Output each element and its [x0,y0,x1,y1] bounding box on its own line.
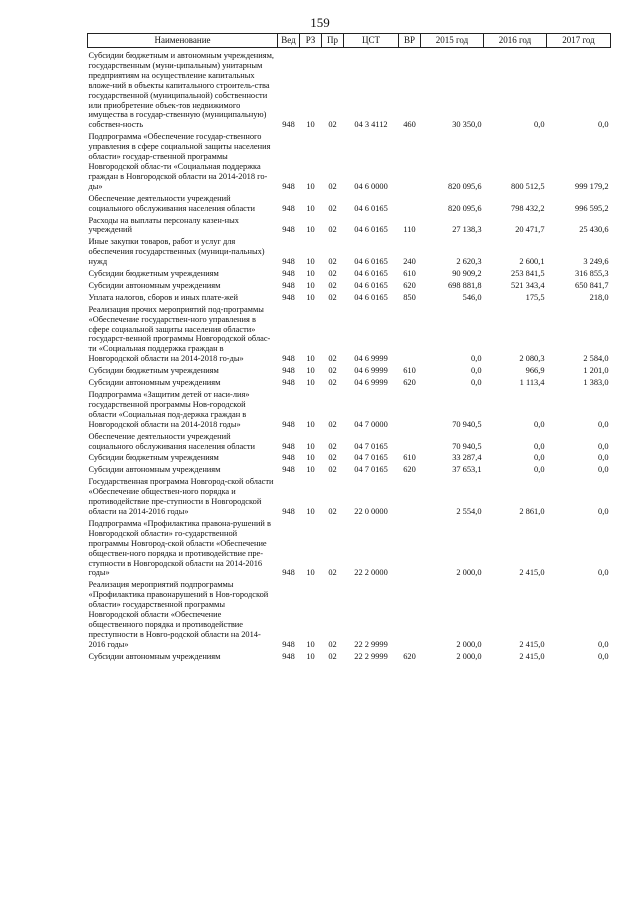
row-ved: 948 [282,203,295,213]
row-name: Субсидии автономным учреждениям [88,280,221,290]
row-rz: 10 [306,120,315,130]
row-rz: 10 [306,257,315,267]
row-rz: 10 [306,568,315,578]
row-rz: 10 [306,465,315,475]
row-name: Субсидии автономным учреждениям [88,378,221,388]
row-rz: 10 [306,269,315,279]
row-cst: 04 6 0000 [354,181,388,191]
row-rz: 10 [306,378,315,388]
table-row [88,281,611,293]
row-cst: 04 6 0165 [354,292,388,302]
row-ved: 948 [282,465,295,475]
row-cst: 22 0 0000 [354,506,388,516]
budget-table [87,33,611,664]
row-pr: 02 [328,568,337,578]
row-rz: 10 [306,203,315,213]
row-2017: 0,0 [598,441,609,451]
row-2015: 820 095,6 [448,203,482,213]
row-pr: 02 [328,203,337,213]
header-rz: РЗ [300,34,322,48]
row-2017: 0,0 [598,639,609,649]
row-cst: 04 6 9999 [354,366,388,376]
table-row [88,293,611,305]
row-2017: 3 249,6 [583,257,609,267]
row-2015: 0,0 [471,366,482,376]
row-2016: 0,0 [534,453,545,463]
row-vr [399,390,421,432]
row-vr [399,580,421,651]
row-ved: 948 [282,419,295,429]
row-ved: 948 [282,378,295,388]
row-ved: 948 [282,366,295,376]
row-name: Уплата налогов, сборов и иных плате-жей [88,292,238,302]
row-2016: 966,9 [525,366,545,376]
table-row [88,378,611,390]
header-2017: 2017 год [547,34,611,48]
row-ved: 948 [282,568,295,578]
row-cst: 04 6 0165 [354,203,388,213]
row-pr: 02 [328,366,337,376]
row-rz: 10 [306,639,315,649]
row-pr: 02 [328,181,337,191]
table-row [88,366,611,378]
row-2016: 2 415,0 [519,568,545,578]
header-ved: Вед [278,34,300,48]
table-row [88,580,611,651]
row-rz: 10 [306,280,315,290]
row-name: Иные закупки товаров, работ и услуг для обеспечения государственных (муници-пальных) нужд [88,237,265,267]
row-2016: 2 080,3 [519,354,545,364]
row-cst: 04 7 0165 [354,453,388,463]
row-rz: 10 [306,366,315,376]
row-ved: 948 [282,120,295,130]
row-2016: 0,0 [534,419,545,429]
row-2016: 798 432,2 [511,203,545,213]
header-cst: ЦСТ [344,34,399,48]
row-2017: 996 595,2 [575,203,609,213]
row-vr: 240 [403,257,416,267]
header-name: Наименование [88,34,278,48]
row-2016: 20 471,7 [515,225,545,235]
row-ved: 948 [282,651,295,661]
row-pr: 02 [328,651,337,661]
row-2017: 0,0 [598,120,609,130]
row-name: Государственная программа Новгород-ской области «Обеспечение обществен-ного порядка и противодействие пре-ступности в Новгородской области на 2014-2016 годы» [88,477,274,516]
row-2015: 698 881,8 [448,280,482,290]
row-name: Обеспечение деятельности учреждений социального обслуживания населения области [88,193,256,213]
row-2016: 800 512,5 [511,181,545,191]
row-name: Подпрограмма «Защитим детей от наси-лия» государственной программы Нов-городской области «Социальная под-держка граждан в Новгородской области на 2014-2018 годы» [88,390,250,429]
row-2016: 0,0 [534,465,545,475]
row-2017: 999 179,2 [575,181,609,191]
row-cst: 22 2 9999 [354,651,388,661]
row-name: Субсидии бюджетным учреждениям [88,453,219,463]
row-2017: 2 584,0 [583,354,609,364]
row-2016: 253 841,5 [511,269,545,279]
row-cst: 04 6 0165 [354,280,388,290]
row-2017: 0,0 [598,453,609,463]
row-2017: 25 430,6 [579,225,609,235]
row-pr: 02 [328,378,337,388]
table-row [88,216,611,238]
table-row [88,194,611,216]
row-rz: 10 [306,181,315,191]
row-ved: 948 [282,639,295,649]
row-2015: 2 620,3 [456,257,482,267]
header-vr: ВР [399,34,421,48]
row-pr: 02 [328,292,337,302]
row-2016: 1 113,4 [519,378,545,388]
row-2015: 820 095,6 [448,181,482,191]
row-vr [399,305,421,366]
row-name: Субсидии бюджетным и автономным учреждениям, государственным (муни-ципальным) унитарным предприятиям на осуществление капитальных вложе-ний в объекты капитального строитель-ства государственной (муниципальной) собственности или приобретение объек-тов недвижимого имущества в государ-ственную (муниципальную) собствен-ность [88,51,275,130]
row-rz: 10 [306,651,315,661]
row-cst: 04 7 0000 [354,419,388,429]
row-rz: 10 [306,419,315,429]
page-number: 159 [310,15,330,30]
row-pr: 02 [328,120,337,130]
row-ved: 948 [282,280,295,290]
row-cst: 04 6 0165 [354,225,388,235]
row-pr: 02 [328,441,337,451]
row-pr: 02 [328,269,337,279]
row-name: Субсидии автономным учреждениям [88,465,221,475]
row-cst: 04 7 0165 [354,465,388,475]
table-body [88,48,611,664]
row-cst: 22 2 9999 [354,639,388,649]
row-pr: 02 [328,419,337,429]
row-2015: 33 287,4 [452,453,482,463]
row-2015: 70 940,5 [452,419,482,429]
row-vr: 620 [403,651,416,661]
row-rz: 10 [306,506,315,516]
row-vr: 610 [403,269,416,279]
row-2017: 650 841,7 [575,280,609,290]
table-row [88,269,611,281]
row-2016: 2 861,0 [519,506,545,516]
row-vr: 620 [403,465,416,475]
row-pr: 02 [328,453,337,463]
row-ved: 948 [282,441,295,451]
row-ved: 948 [282,506,295,516]
row-rz: 10 [306,354,315,364]
row-name: Подпрограмма «Обеспечение государ-ственного управления в сфере социальной защиты населения области» государ-ственной программы Новгородской облас-ти «Социальная поддержка граждан в Новгородской области на 2014-2018 го-ды» [88,132,271,191]
row-2015: 90 909,2 [452,269,482,279]
table-row [88,652,611,664]
row-vr [399,194,421,216]
table-row [88,519,611,580]
row-rz: 10 [306,225,315,235]
header-pr: Пр [322,34,344,48]
table-row [88,390,611,432]
table-row [88,453,611,465]
row-ved: 948 [282,257,295,267]
row-2015: 546,0 [462,292,482,302]
row-name: Субсидии бюджетным учреждениям [88,366,219,376]
row-2016: 0,0 [534,441,545,451]
row-2015: 2 000,0 [456,568,482,578]
row-rz: 10 [306,292,315,302]
header-2016: 2016 год [484,34,547,48]
row-2016: 2 415,0 [519,651,545,661]
row-ved: 948 [282,453,295,463]
table-row [88,465,611,477]
table-row [88,477,611,519]
row-pr: 02 [328,639,337,649]
row-2016: 2 415,0 [519,639,545,649]
row-ved: 948 [282,181,295,191]
row-cst: 04 7 0165 [354,441,388,451]
row-vr [399,132,421,193]
row-cst: 04 3 4112 [354,120,388,130]
table-row [88,305,611,366]
row-vr: 620 [403,378,416,388]
row-2015: 0,0 [471,354,482,364]
row-rz: 10 [306,441,315,451]
row-cst: 22 2 0000 [354,568,388,578]
row-vr [399,477,421,519]
row-2017: 316 855,3 [575,269,609,279]
row-vr [399,432,421,454]
row-rz: 10 [306,453,315,463]
row-ved: 948 [282,269,295,279]
row-2015: 2 000,0 [456,639,482,649]
row-ved: 948 [282,354,295,364]
table-row [88,132,611,193]
row-vr: 460 [403,120,416,130]
row-2016: 521 343,4 [511,280,545,290]
row-vr: 850 [403,292,416,302]
row-pr: 02 [328,354,337,364]
row-2015: 30 350,0 [452,120,482,130]
row-cst: 04 6 9999 [354,354,388,364]
table-header-row [88,34,611,48]
row-2017: 0,0 [598,651,609,661]
row-vr: 110 [403,225,416,235]
row-name: Подпрограмма «Профилактика правона-рушений в Новгородской области» го-сударственной программы Новгород-ской области «Обеспечение обществен-ного порядка и противодействие пре-ступности в Новгородской области на 2014-2016 годы» [88,518,271,578]
row-2017: 0,0 [598,506,609,516]
row-vr: 610 [403,453,416,463]
row-2015: 2 554,0 [456,506,482,516]
row-pr: 02 [328,506,337,516]
table-row [88,237,611,269]
row-2017: 0,0 [598,419,609,429]
row-vr: 620 [403,280,416,290]
row-2017: 1 383,0 [583,378,609,388]
row-vr [399,519,421,580]
row-pr: 02 [328,280,337,290]
row-2016: 175,5 [525,292,545,302]
table-row [88,51,611,132]
row-2017: 0,0 [598,568,609,578]
table-row [88,432,611,454]
row-2015: 37 653,1 [452,465,482,475]
row-2015: 27 138,3 [452,225,482,235]
row-ved: 948 [282,292,295,302]
row-2015: 70 940,5 [452,441,482,451]
row-2017: 218,0 [589,292,609,302]
header-2015: 2015 год [421,34,484,48]
row-name: Реализация мероприятий подпрограммы «Профилактика правонарушений в Нов-городской области» государственной программы Новгородской области «Обеспечение общественного порядка и противодействие преступности в Новго-родской области на 2014-2016 годы» [88,580,269,649]
row-cst: 04 6 0165 [354,269,388,279]
row-name: Реализация прочих мероприятий под-программы «Обеспечение государствен-ного управления в сфере социальной защиты населения области» государст-венной программы Новгородской облас-ти «Социальная поддержка граждан в Новгородской области на 2014-2018 го-ды» [88,304,271,364]
row-2017: 0,0 [598,465,609,475]
row-name: Обеспечение деятельности учреждений социального обслуживания населения области [88,431,256,451]
row-2016: 0,0 [534,120,545,130]
row-ved: 948 [282,225,295,235]
row-2015: 0,0 [471,378,482,388]
row-2015: 2 000,0 [456,651,482,661]
row-name: Субсидии бюджетным учреждениям [88,269,219,279]
row-name: Расходы на выплаты персоналу казен-ных учреждений [88,215,239,235]
row-pr: 02 [328,465,337,475]
row-2016: 2 600,1 [519,257,545,267]
row-pr: 02 [328,225,337,235]
row-name: Субсидии автономным учреждениям [88,651,221,661]
row-cst: 04 6 9999 [354,378,388,388]
row-2017: 1 201,0 [583,366,609,376]
row-pr: 02 [328,257,337,267]
row-cst: 04 6 0165 [354,257,388,267]
row-vr: 610 [403,366,416,376]
